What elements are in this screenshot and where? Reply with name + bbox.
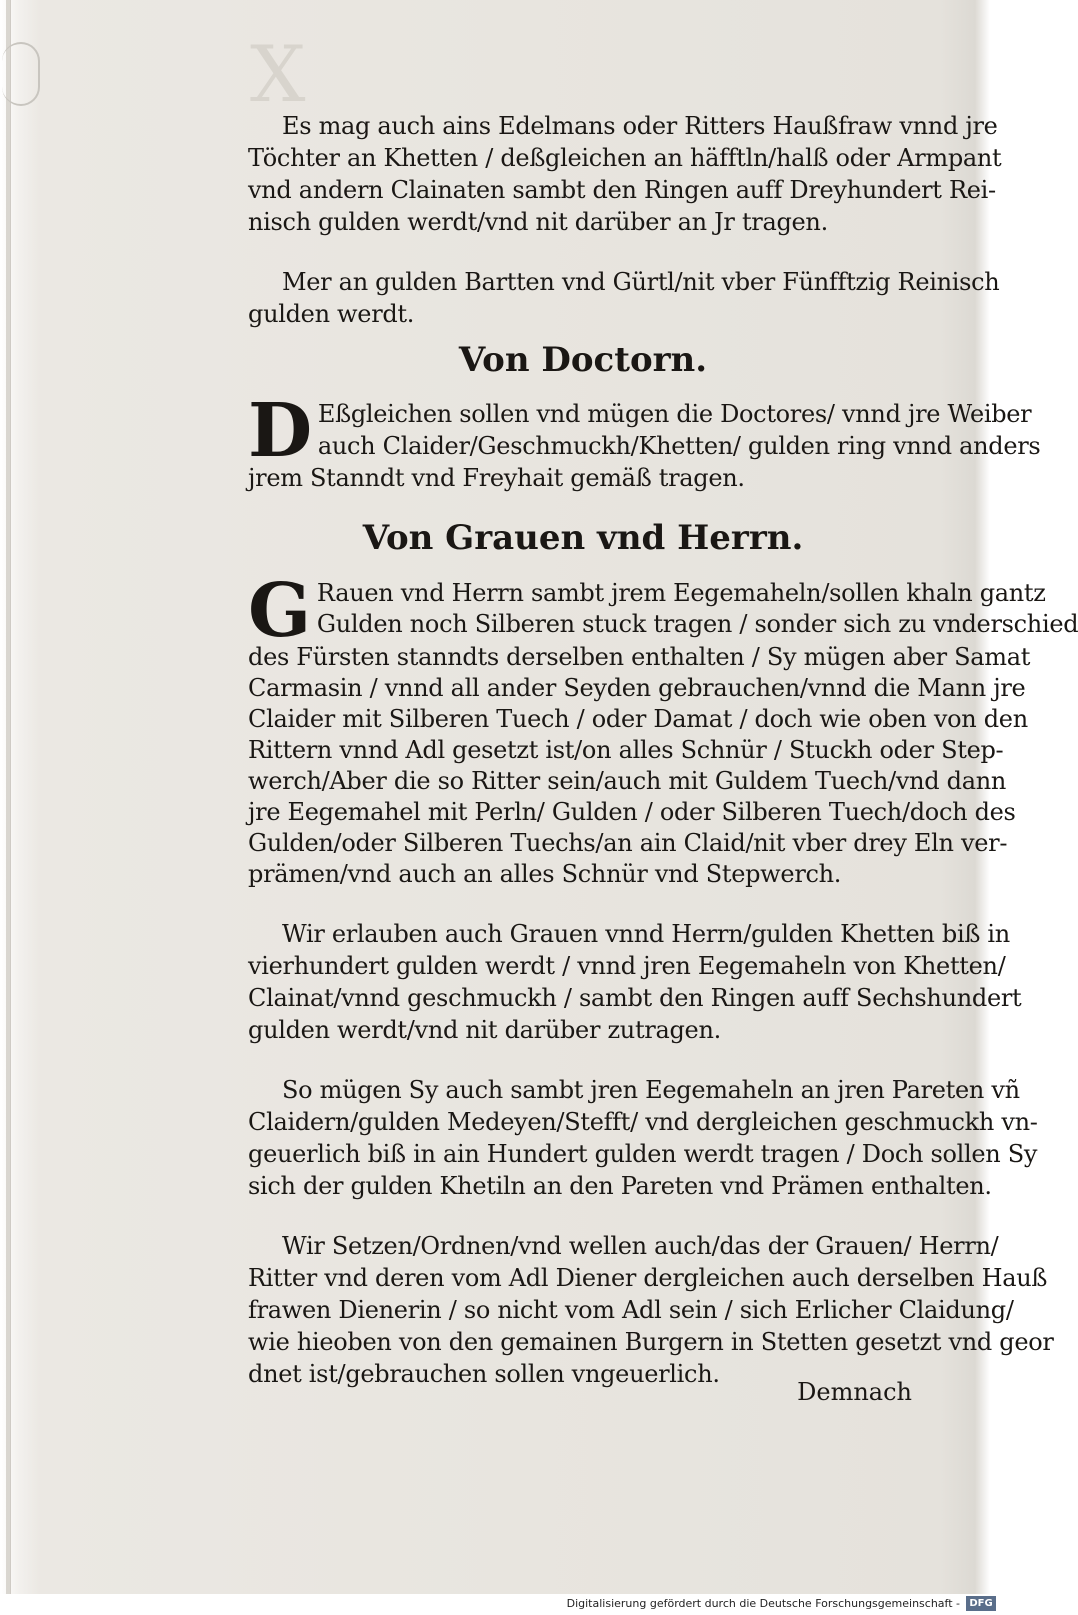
- text-line: Rauen vnd Herrn sambt jrem Eegemaheln/sollen khaln gantz: [316, 579, 1046, 607]
- paragraph-edelman: [248, 110, 1002, 238]
- text-line: prämen/vnd auch an alles Schnür vnd Stepwerch.: [248, 860, 842, 888]
- paragraph-pareten: [248, 1074, 1038, 1202]
- text-line: Wir erlauben auch Grauen vnnd Herrn/gulden Khetten biß in: [282, 920, 1010, 948]
- catchword: Demnach: [797, 1378, 912, 1406]
- text-line: geuerlich biß in ain Hundert gulden werdt tragen / Doch sollen Sy: [248, 1140, 1038, 1168]
- text-line: gulden werdt.: [248, 300, 415, 328]
- text-line: Rittern vnnd Adl gesetzt ist/on alles Schnür / Stuckh oder Step-: [248, 736, 1004, 764]
- paragraph-doctors: [248, 388, 1041, 494]
- text-line: nisch gulden werdt/vnd nit darüber an Jr tragen.: [248, 208, 828, 236]
- drop-cap: G: [248, 568, 311, 654]
- text-line: Claider mit Silberen Tuech / oder Damat / doch wie oben von den: [248, 705, 1028, 733]
- text-line: werch/Aber die so Ritter sein/auch mit Guldem Tuech/vnd dann: [248, 767, 1007, 795]
- text-line: vnd andern Clainaten sambt den Ringen auff Dreyhundert Rei-: [248, 176, 996, 204]
- text-line: gulden werdt/vnd nit darüber zutragen.: [248, 1016, 721, 1044]
- text-line: Claidern/gulden Medeyen/Stefft/ vnd dergleichen geschmuckh vn-: [248, 1108, 1038, 1136]
- drop-cap: D: [248, 388, 312, 474]
- footer-bar: [0, 1594, 1000, 1615]
- text-line: jre Eegemahel mit Perln/ Gulden / oder Silberen Tuech/doch des: [248, 798, 1016, 826]
- paragraph-khetten: [248, 918, 1022, 1046]
- heading-von-doctorn: Von Doctorn.: [458, 340, 708, 380]
- text-line: frawen Dienerin / so nicht vom Adl sein / sich Erlicher Claidung/: [248, 1296, 1014, 1324]
- funding-notice: Digitalisierung gefördert durch die Deutsche Forschungsgemeinschaft -: [566, 1597, 960, 1610]
- page-text: [248, 110, 1078, 1418]
- text-line: Ritter vnd deren vom Adl Diener dergleichen auch derselben Hauß: [248, 1264, 1048, 1292]
- paper-clip-mark: [2, 42, 40, 106]
- paragraph-diener: [248, 1230, 1054, 1390]
- showthrough-letter: X: [250, 30, 306, 120]
- text-line: Eßgleichen sollen vnd mügen die Doctores/ vnnd jre Weiber: [317, 400, 1032, 428]
- heading-von-grauen: Von Grauen vnd Herrn.: [362, 518, 804, 558]
- text-line: jrem Stanndt vnd Freyhait gemäß tragen.: [248, 464, 745, 492]
- text-line: auch Claider/Geschmuckh/Khetten/ gulden ring vnnd anders: [317, 432, 1041, 460]
- text-line: Gulden/oder Silberen Tuechs/an ain Claid/nit vber drey Eln ver-: [248, 829, 1008, 857]
- paragraph-grauen: [248, 568, 1078, 890]
- text-line: des Fürsten stanndts derselben enthalten / Sy mügen aber Samat: [248, 643, 1031, 671]
- text-line: Clainat/vnnd geschmuckh / sambt den Ringen auff Sechshundert: [248, 984, 1022, 1012]
- page-edge: [6, 0, 11, 1594]
- text-line: Wir Setzen/Ordnen/vnd wellen auch/das der Grauen/ Herrn/: [282, 1232, 999, 1260]
- text-line: Carmasin / vnnd all ander Seyden gebrauchen/vnnd die Mann jre: [248, 674, 1026, 702]
- dfg-logo: DFG: [966, 1596, 996, 1611]
- text-line: sich der gulden Khetiln an den Pareten vnd Prämen enthalten.: [248, 1172, 992, 1200]
- text-line: wie hieoben von den gemainen Burgern in Stetten gesetzt vnd geor: [248, 1328, 1054, 1356]
- paragraph-bartten: [248, 266, 1000, 330]
- text-line: So mügen Sy auch sambt jren Eegemaheln an jren Pareten vñ: [282, 1076, 1020, 1104]
- text-line: Es mag auch ains Edelmans oder Ritters Haußfraw vnnd jre: [282, 112, 998, 140]
- text-line: Gulden noch Silberen stuck tragen / sonder sich zu vnderschied: [316, 610, 1078, 638]
- text-line: Töchter an Khetten / deßgleichen an häfftln/halß oder Armpant: [248, 144, 1002, 172]
- text-line: dnet ist/gebrauchen sollen vngeuerlich.: [248, 1360, 720, 1388]
- text-line: Mer an gulden Bartten vnd Gürtl/nit vber Fünfftzig Reinisch: [282, 268, 1000, 296]
- text-line: vierhundert gulden werdt / vnnd jren Eegemaheln von Khetten/: [248, 952, 1006, 980]
